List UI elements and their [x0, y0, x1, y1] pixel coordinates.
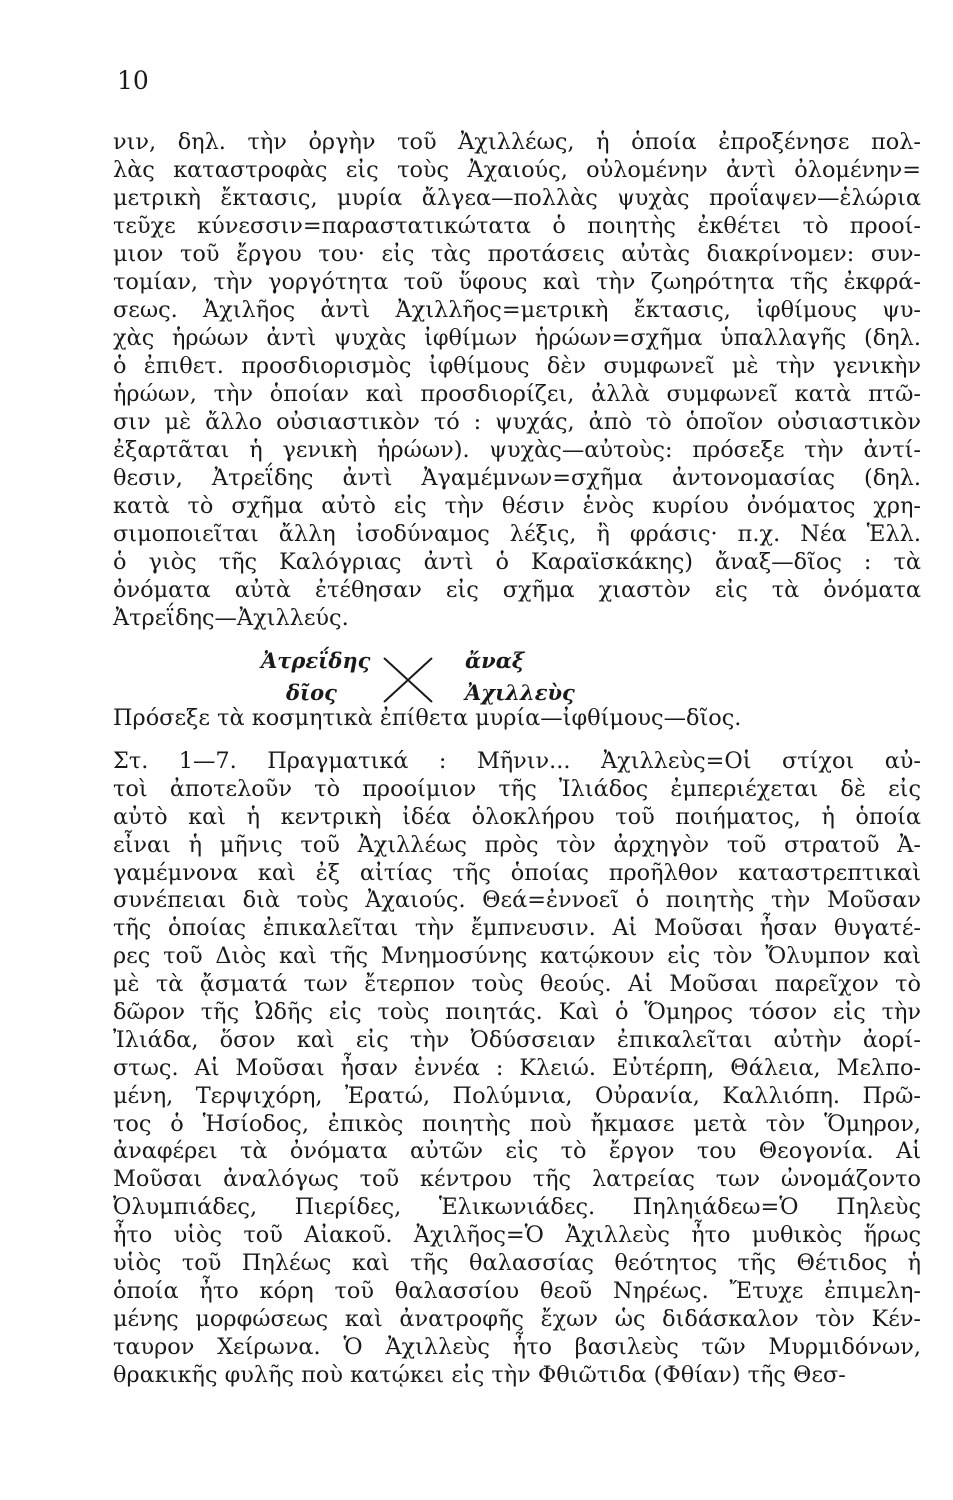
epithets-line: Πρόσεξε τὰ κοσμητικὰ ἐπίθετα μυρία—ἰφθίμους—δῖος.	[113, 705, 742, 731]
text-line: σεως. Ἀχιλῆος ἀντὶ Ἀχιλλῆος=μετρικὴ ἔκτασις, ἰφθίμους ψυ-	[113, 297, 921, 323]
text-line: ὁ γιὸς τῆς Καλόγριας ἀντὶ ὁ Καραϊσκάκης) ἄναξ—δῖος : τὰ	[113, 549, 921, 575]
text-line: Στ. 1—7. Πραγματικά : Μῆνιν... Ἀχιλλεὺς=Οἱ στίχοι αὐ-	[113, 748, 921, 774]
text-line: ἡρώων, τὴν ὁποίαν καὶ προσδιορίζει, ἀλλὰ συμφωνεῖ κατὰ πτῶ-	[113, 381, 921, 407]
chiasm-top-left: Ἀτρεΐδης	[261, 648, 371, 673]
text-line: μὲ τὰ ᾄσματά των ἔτερπον τοὺς θεούς. Αἱ Μοῦσαι παρεῖχον τὸ	[113, 971, 921, 998]
text-line: ἐξαρτᾶται ἡ γενικὴ ἡρώων). ψυχὰς—αὐτοὺς: πρόσεξε τὴν ἀντί-	[113, 437, 921, 463]
text-line: Ἀτρεΐδης—Ἀχιλλεύς.	[113, 605, 349, 631]
paragraph-commentary-facts	[113, 748, 921, 1389]
text-line: ὁποία ἦτο κόρη τοῦ θαλασσίου θεοῦ Νηρέως. Ἔτυχε ἐπιμελη-	[113, 1277, 921, 1304]
text-line: σιν μὲ ἄλλο οὐσιαστικὸν τό : ψυχάς, ἀπὸ τὸ ὁποῖον οὐσιαστικὸν	[113, 409, 921, 435]
text-line: τος ὁ Ἡσίοδος, ἐπικὸς ποιητὴς ποὺ ἤκμασε μετὰ τὸν Ὅμηρον,	[113, 1110, 921, 1137]
text-line: ἀναφέρει τὰ ὀνόματα αὐτῶν εἰς τὸ ἔργον του Θεογονία. Αἱ	[113, 1138, 921, 1165]
paragraph-commentary-language	[113, 128, 921, 632]
text-line: στως. Αἱ Μοῦσαι ἦσαν ἐννέα : Κλειώ. Εὐτέρπη, Θάλεια, Μελπο-	[113, 1054, 921, 1081]
text-line: μιον τοῦ ἔργου του· εἰς τὰς προτάσεις αὐτὰς διακρίνομεν: συν-	[113, 241, 921, 267]
page-number: 10	[117, 66, 149, 95]
text-line: υἱὸς τοῦ Πηλέως καὶ τῆς θαλασσίας θεότητος τῆς Θέτιδος ἡ	[113, 1250, 921, 1277]
text-line: συνέπειαι διὰ τοὺς Ἀχαιούς. Θεά=ἐννοεῖ ὁ ποιητὴς τὴν Μοῦσαν	[113, 887, 921, 914]
text-line: ὀνόματα αὐτὰ ἐτέθησαν εἰς σχῆμα χιαστὸν εἰς τὰ ὀνόματα	[113, 577, 921, 603]
text-line: ταυρον Χείρωνα. Ὁ Ἀχιλλεὺς ἦτο βασιλεὺς τῶν Μυρμιδόνων,	[113, 1333, 921, 1360]
chiasm-top-right: ἄναξ	[465, 648, 525, 673]
text-line: σιμοποιεῖται ἄλλη ἰσοδύναμος λέξις, ἢ φράσις· π.χ. Νέα Ἑλλ.	[113, 521, 921, 547]
text-line: λὰς καταστροφὰς εἰς τοὺς Ἀχαιούς, οὐλομένην ἀντὶ ὀλομένην=	[113, 157, 921, 183]
text-line: τῆς ὁποίας ἐπικαλεῖται τὴν ἔμπνευσιν. Αἱ Μοῦσαι ἦσαν θυγατέ-	[113, 915, 921, 942]
text-line: κατὰ τὸ σχῆμα αὐτὸ εἰς τὴν θέσιν ἑνὸς κυρίου ὀνόματος χρη-	[113, 493, 921, 519]
text-line: τομίαν, τὴν γοργότητα τοῦ ὕφους καὶ τὴν ζωηρότητα τῆς ἐκφρά-	[113, 269, 921, 295]
text-line: θεσιν, Ἀτρεΐδης ἀντὶ Ἀγαμέμνων=σχῆμα ἀντονομασίας (δηλ.	[113, 465, 921, 491]
chiasm-bottom-right: Ἀχιλλεὺς	[465, 680, 575, 705]
text-line: Ἰλιάδα, ὅσον καὶ εἰς τὴν Ὀδύσσειαν ἐπικαλεῖται αὐτὴν ἀορί-	[113, 1026, 921, 1053]
text-line: θρακικῆς φυλῆς ποὺ κατῴκει εἰς τὴν Φθιῶτιδα (Φθίαν) τῆς Θεσ-	[113, 1361, 846, 1388]
text-line: ὁ ἐπιθετ. προσδιορισμὸς ἰφθίμους δὲν συμφωνεῖ μὲ τὴν γενικὴν	[113, 353, 921, 379]
text-line: μένη, Τερψιχόρη, Ἐρατώ, Πολύμνια, Οὐρανία, Καλλιόπη. Πρῶ-	[113, 1082, 921, 1109]
text-line: Ὀλυμπιάδες, Πιερίδες, Ἑλικωνιάδες. Πηληιάδεω=Ὁ Πηλεὺς	[113, 1194, 921, 1221]
text-line: γαμέμνονα καὶ ἐξ αἰτίας τῆς ὁποίας προῆλθον καταστρεπτικαὶ	[113, 859, 921, 886]
text-line: Μοῦσαι ἀναλόγως τοῦ κέντρου τῆς λατρείας των ὠνομάζοντο	[113, 1166, 921, 1193]
chiasm-bottom-left: δῖος	[286, 680, 337, 705]
text-line: ἦτο υἱὸς τοῦ Αἰακοῦ. Ἀχιλῆος=Ὁ Ἀχιλλεὺς ἦτο μυθικὸς ἥρως	[113, 1222, 921, 1249]
text-line: αὐτὸ καὶ ἡ κεντρικὴ ἰδέα ὁλοκλήρου τοῦ ποιήματος, ἡ ὁποία	[113, 803, 921, 830]
text-line: ρες τοῦ Διὸς καὶ τῆς Μνημοσύνης κατῴκουν εἰς τὸν Ὄλυμπον καὶ	[113, 943, 921, 970]
text-line: μετρικὴ ἔκτασις, μυρία ἄλγεα—πολλὰς ψυχὰς προΐαψεν—ἑλώρια	[113, 185, 921, 211]
text-line: νιν, δηλ. τὴν ὀργὴν τοῦ Ἀχιλλέως, ἡ ὁποία ἐπροξένησε πολ-	[113, 129, 921, 155]
text-line: τεῦχε κύνεσσιν=παραστατικώτατα ὁ ποιητὴς ἐκθέτει τὸ προοί-	[113, 213, 921, 239]
text-line: τοὶ ἀποτελοῦν τὸ προοίμιον τῆς Ἰλιάδος ἐμπεριέχεται δὲ εἰς	[113, 775, 921, 802]
text-line: μένης μορφώσεως καὶ ἀνατροφῆς ἔχων ὡς διδάσκαλον τὸν Κέν-	[113, 1305, 921, 1332]
chiasm-cross-icon	[378, 652, 438, 708]
text-line: χὰς ἡρώων ἀντὶ ψυχὰς ἰφθίμων ἡρώων=σχῆμα ὑπαλλαγῆς (δηλ.	[113, 325, 921, 351]
text-line: εἶναι ἡ μῆνις τοῦ Ἀχιλλέως πρὸς τὸν ἀρχηγὸν τοῦ στρατοῦ Ἀ-	[113, 831, 921, 858]
text-line: δῶρον τῆς Ὠδῆς εἰς τοὺς ποιητάς. Καὶ ὁ Ὅμηρος τόσον εἰς τὴν	[113, 999, 921, 1026]
